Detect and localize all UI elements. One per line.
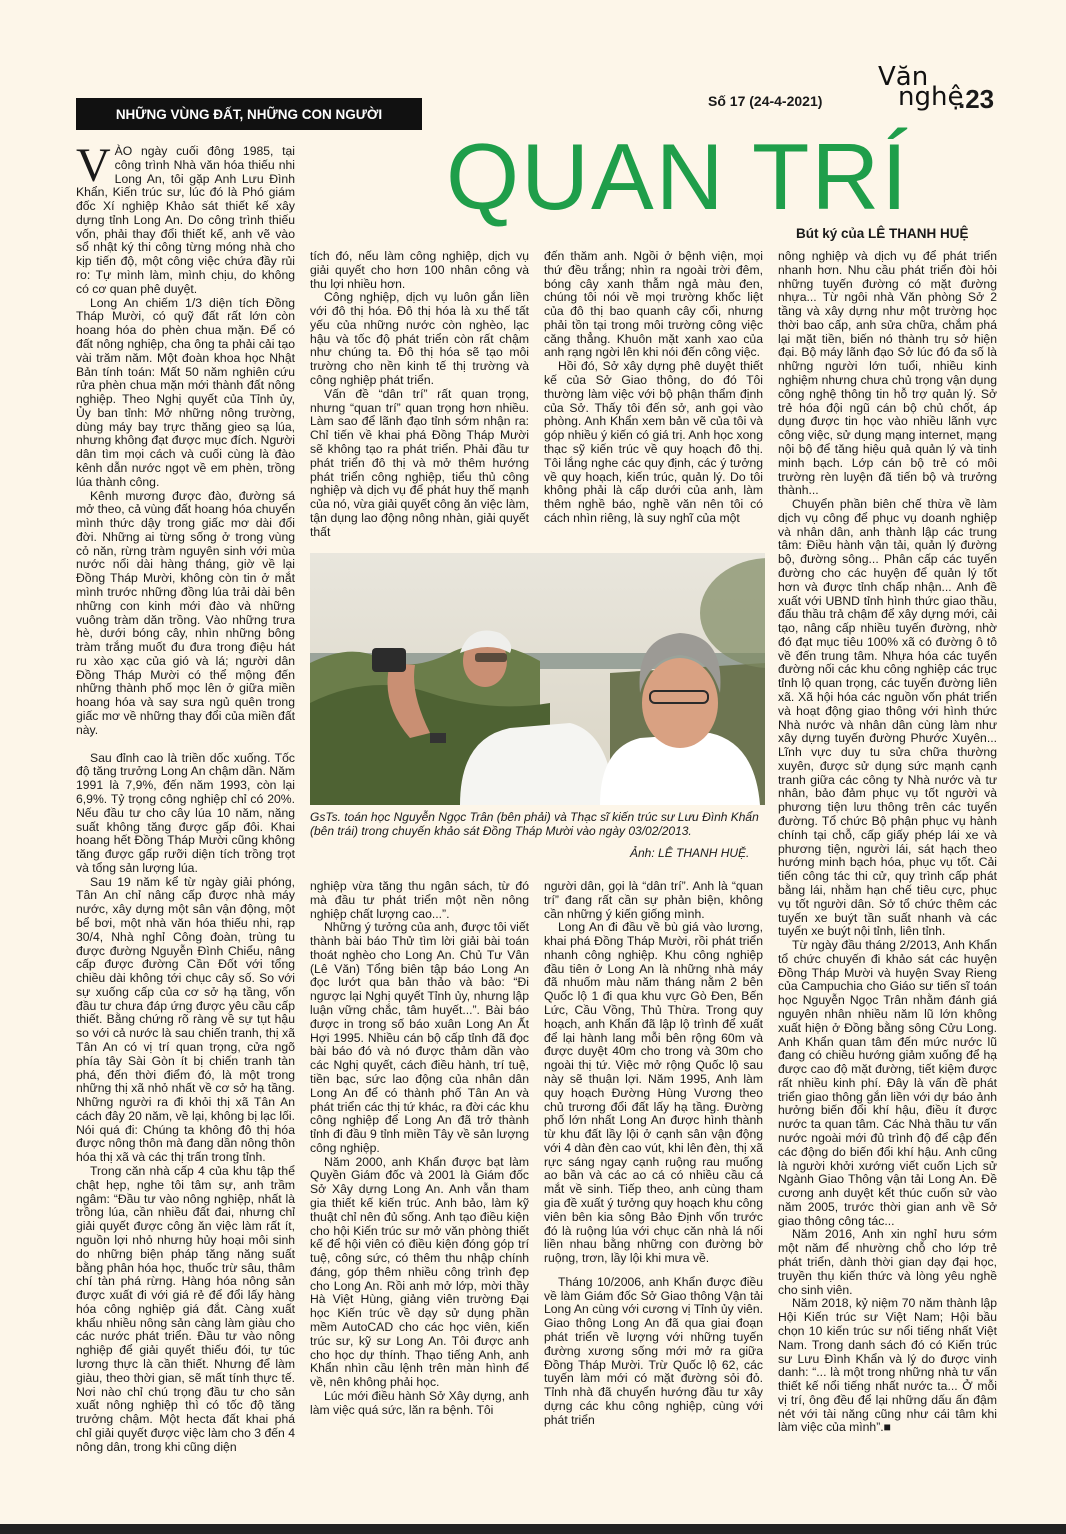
paragraph: Vấn đề “dân trí” rất quan trọng, nhưng “quan trí” quan trọng hơn nhiều. Làm sao để lãnh đạo tỉnh sớm nhận ra: Chỉ tiến về khai phá Đồng Tháp Mười sẽ không tạo ra phát triển. Phải đầu tư phát triển đô thị và mở thêm hướng phát triển công nghiệp, tiểu thủ công nghiệp và dịch vụ để phát huy thế mạnh của nó, vừa giải quyết công ăn việc làm, tận dụng lao động nông nhàn, giải quyết thất (310, 386, 529, 539)
paragraph: Trong căn nhà cấp 4 của khu tập thể chật hẹp, nghe tôi tâm sự, anh trầm ngâm: “Đầu tư vào nông nghiệp, nhất là trồng lúa, cần nhiều đất đai, nhưng chỉ giải quyết được công ăn việc làm rất ít, nguồn lợi nhỏ nhưng hủy hoại môi sinh do những biện pháp tăng năng suất bằng phân hóa học, thuốc trừ sâu, thâm chí tàn phá rừng. Hàng hóa nông sản được xuất đi với giá rẻ để đổi lấy hàng hóa công nghiệp giá đắt. Càng xuất khẩu nhiều nông sản càng làm giàu cho các nước phát triển. Đầu tư vào nông nghiệp để giải quyết thiếu đói, tự túc lương thực là cần thiết. Nhưng để làm giàu, theo thời gian, sẽ mất tính thực tế. Nơi nào chỉ chú trọng đầu tư cho sản xuất nông nghiệp thì có tốc độ tăng trưởng chậm. Một hecta đất khai phá chỉ giải quyết được việc làm cho 3 đến 4 nông dân, trong khi cũng diện (76, 1164, 295, 1454)
paragraph: Hồi đó, Sở xây dựng phê duyệt thiết kế của Sở Giao thông, do đó Tôi thường làm việc với bộ phận thẩm định của Sở. Thấy tôi đến sở, anh gọi vào phòng. Anh Khẩn xem bản vẽ của tôi và góp nhiều ý kiến có giá trị. Anh học xong thạc sỹ kiến trúc về quy hoạch đô thị. Tôi lắng nghe các quy định, các ý tưởng về quy hoạch, kiến trúc, quản lý. Do tôi không phải là cấp dưới của anh, làm thêm nghề báo, nghề văn nên tôi có cách nhìn riêng, là suy nghĩ của một (544, 359, 763, 525)
paragraph: Năm 2018, kỷ niệm 70 năm thành lập Hội Kiến trúc sư Việt Nam; Hội bầu chọn 10 kiến trúc sư nổi tiếng nhất Việt Nam. Trong danh sách đó có Kiến trúc sư Lưu Đình Khẩn và lý do được vinh danh: “... là một trong những nhà tư vấn thiết kế nổi tiếng nhất nước ta... Ở mỗi vị trí, ông đều để lại những dấu ấn đậm nét với tài năng cũng như cái tâm khi làm việc của mình”.■ (778, 1296, 997, 1435)
paragraph: Chuyển phần biên chế thừa về làm dịch vụ công để phục vụ doanh nghiệp và nhân dân, anh thành lập các trung tâm: Điều hành vận tải, quản lý đường bộ, đường sông... Phân cấp các tuyến đường cho các huyện để quản lý tốt hơn và được tỉnh chấp nhận... Anh đề xuất với UBND tỉnh hình thức giao thầu, đấu thầu trả chậm để xây dựng mới, cải tạo, nâng cấp nhiều tuyến đường, nhờ đó đạt mục tiêu 100% xã có đường ô tô về đến trung tâm. Nhựa hóa các tuyến đường nối các khu công nghiệp các trục tỉnh lộ quan trọng, các tuyến đường liên xã. Xã hội hóa các nguồn vốn phát triển và hoạt động giao thông với hình thức Nhà nước và nhân dân cùng làm như xây dựng tuyến đường Phước Xuyên... Lĩnh vực duy tu sửa chữa thường xuyên, được sử dụng sức mạnh cạnh tranh giữa các công ty Nhà nước và tư nhân, bảo đảm phục vụ tốt người và phương tiện lưu thông trên các tuyến đường. Tổ chức Bộ phận phục vụ hành chính tại chỗ, cấp giấy phép lái xe và phương tiện, người lái, sát hạch theo hướng minh bạch hóa, phục vụ tốt. Cải tiến công tác thi cử, quy trình cấp phát bằng lái, nhằm hạn chế tiêu cực, phục vụ tốt người dân. Sở tổ chức thêm các tuyến xe buýt tần suất nhanh và các tuyến xe buýt nội tỉnh, liên tỉnh. (778, 497, 997, 939)
photo-credit: Ảnh: LÊ THANH HUỆ. (630, 846, 750, 860)
section-label: NHỮNG VÙNG ĐẤT, NHỮNG CON NGƯỜI (76, 98, 422, 130)
dropcap: V (76, 139, 111, 192)
column-4 (778, 250, 997, 1465)
paragraph: Năm 2000, anh Khẩn được bạt làm Quyền Giám đốc và 2001 là Giám đốc Sở Xây dựng Long An. Anh vẫn tham gia thiết kế kiến trúc. Anh bảo, làm kỹ thuật chỉ nên đủ sống. Anh tạo điều kiện cho hội Kiến trúc sư mở văn phòng thiết kế để hội viên có điều kiện đóng góp trí tuệ, công sức, có thêm thu nhập chính đáng, góp thêm nhiều công trình đẹp cho Long An. Rồi anh mở lớp, mời thầy Hà Việt Hùng, giảng viên trường Đại học Kiến trúc về dạy sử dụng phần mềm AutoCAD cho các học viên, kiến trúc sư, kỹ sư Long An. Tôi được anh cho học dự thính. Thạo tiếng Anh, anh Khẩn nhìn cầu lệnh trên màn hình để về, nên không phải học. (310, 1154, 529, 1390)
photo-caption: GsTs. toán học Nguyễn Ngọc Trân (bên phải) và Thạc sĩ kiến trúc sư Lưu Đình Khẩn (bên trái) trong chuyến khảo sát Đồng Tháp Mười vào ngày 03/02/2013. (310, 810, 759, 839)
issue-date: Số 17 (24-4-2021) (708, 93, 823, 109)
column-3-bottom (544, 880, 763, 1460)
article-title: QUAN TRÍ (446, 124, 910, 229)
paragraph: Năm 2016, Anh xin nghỉ hưu sớm một năm để nhường chỗ cho lớp trẻ phát triển, dành thời gian dạy đại học, truyền thụ kiến thức và lòng yêu nghề cho sinh viên. (778, 1227, 997, 1297)
paragraph: nghiệp vừa tăng thu ngân sách, từ đó mà đầu tư phát triển một nền nông nghiệp chất lượng cao...”. (310, 879, 529, 921)
paragraph: Long An đi đầu về bù giá vào lương, khai phá Đồng Tháp Mười, rồi phát triển nhanh công nghiệp. Khu công nghiệp đầu tiên ở Long An là những nhà máy đã nhuốm màu năm tháng nằm 2 bên Quốc lộ 1 đi qua khu vực Gò Đen, Bến Lức, Cầu Vồng, Thủ Thừa. Trong quy hoạch, anh Khẩn đã lập lộ trình để xuất để lại hành lang mỗi bên rộng 60m và được duyệt 40m cho trong và 30m cho ngoài thị tứ. Việc mở rộng Quốc lộ sau này sẽ thuận lợi. Năm 1995, Anh làm quy hoạch Đường Hùng Vương theo chủ trương đổi đất lấy hạ tầng. Đường phố lớn nhất Long An được hình thành từ khu đất lầy lội ở cạnh sân vận động với 4 dàn đèn cao vút, khi lên đèn, thị xã rực sáng ngay cạnh ruộng rau muống ao bần và các ao cá có nhiều cầu cá mắt về sinh. Tiếp theo, anh cùng tham gia đề xuất ý tưởng quy hoạch khu công viên bên kia sông Bảo Định vốn trước đó là ruộng lúa với chục căn nhà lá nối liền nhau bằng những con đường bờ ruộng, trơn, lầy lội khi mưa về. (544, 920, 763, 1266)
paragraph: người dân, gọi là “dân trí”. Anh là “quan trí” đang rất cần sự phản biện, không cần những ý kiến giống mình. (544, 879, 763, 921)
masthead-logo-line1: Văn (878, 62, 929, 92)
paragraph: đến thăm anh. Ngồi ở bệnh viện, mọi thứ đều trắng; nhìn ra ngoài trời đêm, bóng cây xanh thẫm ngả màu đen, chúng tôi nói về mọi trường khốc liệt của đô thị bao quanh cây cối, nhưng phải tồn tại trong môi trường công việc căng thẳng. Khuôn mặt xanh xao của anh rạng ngời lên khi nói đến công việc. (544, 249, 763, 360)
article-photo (310, 553, 765, 805)
paragraph: Công nghiệp, dịch vụ luôn gắn liền với đô thị hóa. Đô thị hóa là xu thế tất yếu của những nước còn nghèo, lạc hậu và tốc độ phát triển còn rất chậm như chúng ta. Đô thị hóa sẽ tạo môi trường cho nền kinh tế thị trường và công nghiệp phát triển. (310, 290, 529, 388)
paragraph: ÀO ngày cuối đông 1985, tại công trình Nhà văn hóa thiếu nhi Long An, tôi gặp Anh Lưu Đình Khẩn, Kiến trúc sư, lúc đó là Phó giám đốc Xí nghiệp Khảo sát thiết kế xây dựng tỉnh Long An. Do công trình thiếu vốn, phải thay đổi thiết kế, anh vẽ vào sổ nhật ký thi công từng móng nhà cho kịp tiến độ, một công việc chứa đầy rủi ro: Tự mình làm, mình chịu, do không có cơ quan phê duyệt. (76, 144, 295, 296)
paragraph: Lúc mới điều hành Sở Xây dựng, anh làm việc quá sức, lăn ra bệnh. Tôi (310, 1388, 529, 1417)
paragraph: nông nghiệp và dịch vụ để phát triển nhanh hơn. Nhu cầu phát triển đòi hỏi những tuyến đường có mặt đường nhựa... Từ ngôi nhà Văn phòng Sở 2 tầng và xây dựng như một trường học thời bao cấp, anh sửa chữa, chắm phá lại mặt tiền, biến nó thành trụ sở hiện đại. Bộ máy lãnh đạo Sở lúc đó đa số là những người lớn tuổi, nhiều kinh nghiệm nhưng chưa chủ trọng vận dụng công nghệ thông tin hỗ trợ quản lý. Sở trẻ hóa đội ngũ cán bộ chủ chốt, áp dụng được tin học vào nhiều lãnh vực công việc, sử dụng mạng internet, mạng nội bộ để tăng hiệu quả quản lý và tinh minh bạch. Lớp cán bộ trẻ có môi trường rèn luyện đã tiến bộ và trưởng thành... (778, 249, 997, 498)
byline: Bút ký của LÊ THANH HUỆ (796, 226, 969, 241)
paragraph: Sau đỉnh cao là triền dốc xuống. Tốc độ tăng trưởng Long An chậm dần. Năm 1991 là 7,9%, đến năm 1993, còn lại 6,9%. Tỷ trọng công nghiệp chỉ có 20%. Nếu đầu tư cho cây lúa 10 năm, năng suất không tăng được gấp đôi. Khai hoang hết Đồng Tháp Mười cũng không tăng được gấp rưỡi diện tích trồng trọt và tổng sản lượng lúa. (76, 750, 295, 875)
paragraph: tích đó, nếu làm công nghiệp, dịch vụ giải quyết cho hơn 100 nhân công và thu lợi nhiều hơn. (310, 249, 529, 291)
page-number: .23 (958, 84, 995, 114)
paragraph: Sau 19 năm kể từ ngày giải phóng, Tân An chỉ nâng cấp được nhà máy nước, xây dựng một sân vận động, một bể bơi, một nhà văn hóa thiếu nhi, rạp 30/4, Nhà nghỉ Công đoàn, trùng tu được đường Nguyễn Đình Chiểu, nâng cấp được đường Cần Đốt với tổng chiều dài không tới chục cây số. So với sự xuống cấp của cơ sở hạ tầng, vốn đầu tư chưa đáp ứng được yêu cầu cấp thiết. Bằng chứng rõ ràng về sự tụt hậu so với cả nước là sau chiến tranh, thị xã Tân An có vị trí quan trọng, cửa ngõ phía tây Sài Gòn ít bị chiến tranh tàn phá, đến thời điểm đó, là một trong những thị xã nhỏ nhất về cơ sở hạ tầng. Những người ra đi khỏi thị xã Tân An cách đây 20 năm, về lại, không bị lạc lối. Nói quá đi: Chúng ta không đô thị hóa được nông thôn mà đang dần nông thôn hóa thị xã và các thị trấn trong tỉnh. (76, 874, 295, 1165)
masthead-logo-line2: nghệ (898, 82, 964, 112)
paragraph: Long An chiếm 1/3 diện tích Đồng Tháp Mười, có quỹ đất rất lớn còn hoang hóa do phèn chua mặn. Để có đất nông nghiệp, cha ông ta phải cải tạo vài trăm năm. Một đoàn khoa học Nhật Bản tính toán: Mất 50 năm nghiên cứu rửa phèn chua mặn mới thành đất nông nghiệp. Theo Nghị quyết của Tỉnh ủy, Ủy ban tỉnh: Mở những nông trường, dùng máy bay trực thăng gieo sạ lúa, nhưng không đạt được mục đích. Người dân tìm mọi cách và cuối cùng là đào kênh dẫn nước ngọt về em phèn, trồng lúa thành công. (76, 295, 295, 489)
column-2-bottom (310, 880, 529, 1460)
paragraph: Từ ngày đầu tháng 2/2013, Anh Khẩn tổ chức chuyến đi khảo sát các huyện Đồng Tháp Mười và huyện Svay Rieng của Campuchia cho Giáo sư tiến sĩ toán học Nguyễn Ngọc Trân nhằm đánh giá nguyên nhân nhiều năm lũ lớn không xuất hiện ở Đồng bằng sông Cửu Long. Anh Khẩn quan tâm đến mức nước lũ đang có chiều hướng giảm xuống để hạ được cao độ mặt đường, tiết kiệm được rất nhiều kinh phí. Đây là vấn đề phát triển giao thông gắn liền với dự báo ảnh hưởng biến đổi khí hậu, điều ít được nước ta quan tâm. Các Nhà thầu tư vấn nước ngoài mới đủ trình độ để cập đến các động do biến đổi khí hậu. Anh cũng là người khởi xướng viết cuốn Lịch sử Ngành Giao Thông vận tải Long An. Đề cương anh duyệt kết thúc cuốn sử vào năm 2005, trước thời gian anh về Sở giao thông công tác... (778, 938, 997, 1228)
paragraph: Tháng 10/2006, anh Khẩn được điều về làm Giám đốc Sở Giao thông Vận tải Long An cùng với cương vị Tỉnh ủy viên. Giao thông Long An đã qua giai đoạn phát triển về lượng với những tuyến đường xương sống mới mở ra giữa Đồng Tháp Mười. Trừ Quốc lộ 62, các tuyến làm mới có mặt đường sỏi đỏ. Tỉnh nhà đã chuyển hướng đầu tư xây dựng các khu công nghiệp, cùng với phát triển (544, 1274, 763, 1427)
column-1 (76, 139, 295, 1463)
paragraph: Những ý tưởng của anh, được tôi viết thành bài báo Thử tìm lời giải bài toán thoát nghèo cho Long An. Chủ Tư Vân (Lê Văn) Tổng biên tập báo Long An đọc lướt qua bản thảo và bảo: “Đi ngược lại Nghị quyết Tỉnh ủy, nhưng lập luận vững chắc, tâm huyết...”. Bài báo được in trong số báo xuân Long An Ất Hợi 1995. Nhiều cán bộ cấp tỉnh đã đọc bài báo đó và nó được thảm dần vào các Nghị quyết, cách điều hành, trí tuệ, tiền bạc, sức lao động của nhân dân Long An để có thành phố Tân An và phát triển các thị tứ khác, ra đời các khu công nghiệp để Long An đã trở thành tỉnh đi đầu 9 tỉnh miền Tây về sản lượng công nghiệp. (310, 920, 529, 1155)
footer-bar (0, 1524, 1066, 1534)
column-3-top (544, 250, 763, 545)
column-2-top (310, 250, 529, 545)
paragraph: Kênh mương được đào, đường sá mở theo, cả vùng đất hoang hóa chuyển mình thức dậy trong giấc mơ dài đổi đời. Những ai từng sống ở trong vùng cỏ năn, rừng tràm nguyên sinh với mùa nước nổi dài hàng tháng, giờ về lại Đồng Tháp Mười, không còn tin ở mắt mình trước những đồng lúa trải dài bên những con kinh mới đào và những vuông tràm dăn trồng. Vào những trưa hè, dưới bóng cây, nhìn những bông tràm trắng muốt đu đưa trong điệu hát ru xào xạc của gió và lá; người dân Đồng Tháp Mười có thể mộng đến những thành phố mọc lên ở giữa miền hoang hóa và say sưa ngủ quên trong giấc mơ về những thay đổi của miền đất này. (76, 488, 295, 737)
